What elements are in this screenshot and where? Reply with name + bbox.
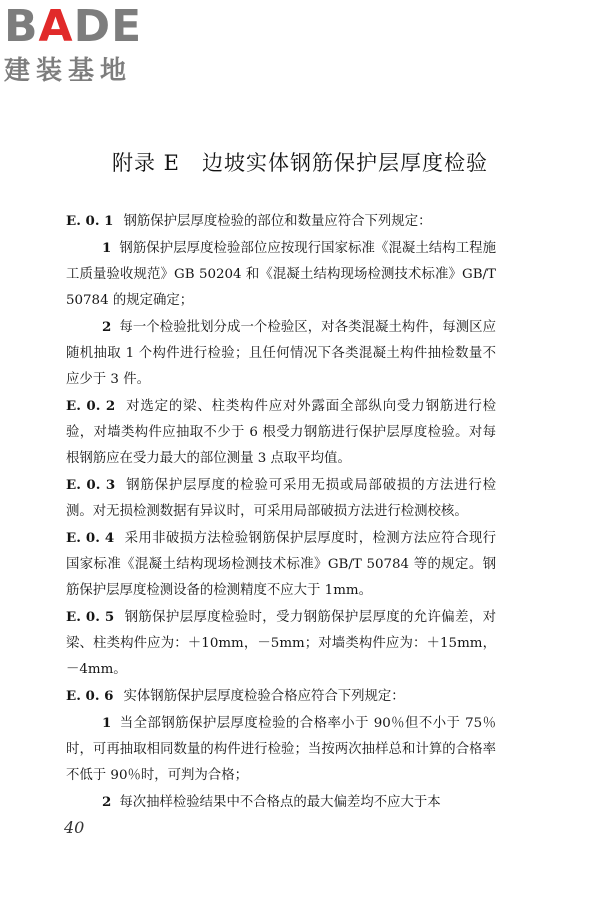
page-number: 40 <box>64 818 85 837</box>
clause-text: 采用非破损方法检验钢筋保护层厚度时，检测方法应符合现行国家标准《混凝土结构现场检测技术标准》GB/T 50784 等的规定。钢筋保护层厚度检测设备的检测精度不应大于 1mm。 <box>66 531 496 598</box>
item-text: 每次抽样检验结果中不合格点的最大偏差均不应大于本 <box>119 795 441 810</box>
clause-text: 实体钢筋保护层厚度检验合格应符合下列规定： <box>123 689 405 704</box>
item-text: 每一个检验批划分成一个检验区，对各类混凝土构件，每测区应随机抽取 1 个构件进行检验；且任何情况下各类混凝土构件抽检数量不应少于 3 件。 <box>66 320 496 387</box>
clause-e-0-4 <box>66 525 496 604</box>
page-title: 附录 E 边坡实体钢筋保护层厚度检验 <box>111 151 488 175</box>
item-number: 1 <box>102 240 112 256</box>
clause-e-0-1-item-1 <box>66 235 496 314</box>
clause-number: E. 0. 6 <box>66 688 114 704</box>
clause-text: 钢筋保护层厚度检验时，受力钢筋保护层厚度的允许偏差，对梁、柱类构件应为：＋10mm，－5mm；对墙类构件应为：＋15mm，－4mm。 <box>66 610 496 677</box>
clause-e-0-1 <box>66 208 496 235</box>
clause-number: E. 0. 4 <box>66 530 115 546</box>
clause-text: 对选定的梁、柱类构件应对外露面全部纵向受力钢筋进行检验，对墙类构件应抽取不少于 6 根受力钢筋进行保护层厚度检验。对每根钢筋应在受力最大的部位测量 3 点取平均值。 <box>66 399 496 466</box>
clause-text: 钢筋保护层厚度检验的部位和数量应符合下列规定： <box>123 214 432 229</box>
clause-text: 钢筋保护层厚度的检验可采用无损或局部破损的方法进行检测。对无损检测数据有异议时，可采用局部破损方法进行检测校核。 <box>66 478 496 519</box>
clause-e-0-1-item-2 <box>66 314 496 393</box>
logo-wordmark <box>4 2 174 52</box>
logo-letter-a: A <box>38 1 74 52</box>
item-text: 当全部钢筋保护层厚度检验的合格率小于 90％但不小于 75％时，可再抽取相同数量的构件进行检验；当按两次抽样总和计算的合格率不低于 90％时，可判为合格； <box>66 716 496 783</box>
clause-e-0-2 <box>66 393 496 472</box>
clause-number: E. 0. 5 <box>66 609 115 625</box>
clause-number: E. 0. 3 <box>66 477 116 493</box>
item-text: 钢筋保护层厚度检验部位应按现行国家标准《混凝土结构工程施工质量验收规范》GB 50204 和《混凝土结构现场检测技术标准》GB/T 50784 的规定确定； <box>66 241 496 308</box>
clause-e-0-6 <box>66 683 496 710</box>
logo-letter-b: B <box>4 1 39 52</box>
item-number: 2 <box>102 794 112 810</box>
clause-e-0-5 <box>66 604 496 683</box>
clause-number: E. 0. 1 <box>66 213 114 229</box>
logo-subtitle: 建装基地 <box>4 56 133 86</box>
item-number: 2 <box>102 319 112 335</box>
clause-e-0-6-item-1 <box>66 710 496 789</box>
clause-e-0-3 <box>66 472 496 525</box>
item-number: 1 <box>102 715 112 731</box>
logo-letters-de: DE <box>73 1 143 52</box>
logo <box>4 2 174 94</box>
clause-number: E. 0. 2 <box>66 398 116 414</box>
clause-e-0-6-item-2 <box>66 789 496 816</box>
document-body <box>66 208 496 816</box>
